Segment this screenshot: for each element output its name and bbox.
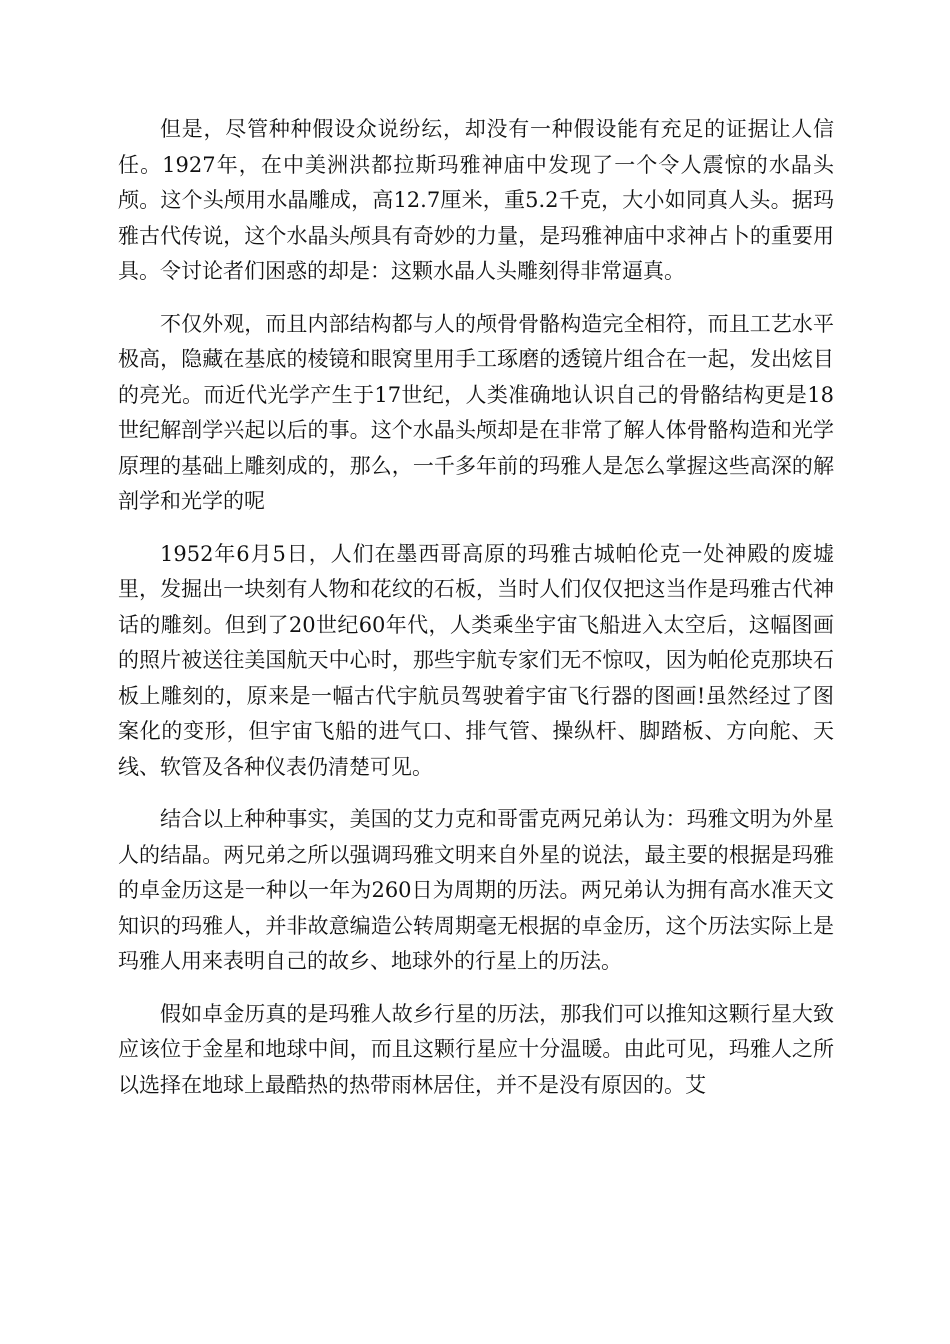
paragraph-palenque-stone-slab: 1952年6月5日，人们在墨西哥高原的玛雅古城帕伦克一处神殿的废墟里，发掘出一块刻有人物和花纹的石板，当时人们仅仅把这当作是玛雅古代神话的雕刻。但到了20世纪60年代，人类乘坐宇宙飞船进入太空后，这幅图画的照片被送往美国航天中心时，那些宇航专家们无不惊叹，因为帕伦克那块石板上雕刻的，原来是一幅古代宇航员驾驶着宇宙飞行器的图画!虽然经过了图案化的变形，但宇宙飞船的进气口、排气管、操纵杆、脚踏板、方向舵、天线、软管及各种仪表仍清楚可见。: [118, 541, 834, 779]
paragraph-tzolkin-calendar: 结合以上种种事实，美国的艾力克和哥雷克两兄弟认为：玛雅文明为外星人的结晶。两兄弟之所以强调玛雅文明来自外星的说法，最主要的根据是玛雅的卓金历这是一种以一年为260日为周期的历法。两兄弟认为拥有高水准天文知识的玛雅人，并非故意编造公转周期毫无根据的卓金历，这个历法实际上是玛雅人用来表明自己的故乡、地球外的行星上的历法。: [118, 807, 834, 973]
paragraph-home-planet: 假如卓金历真的是玛雅人故乡行星的历法，那我们可以推知这颗行星大致应该位于金星和地球中间，而且这颗行星应十分温暖。由此可见，玛雅人之所以选择在地球上最酷热的热带雨林居住，并不是没有原因的。艾: [118, 1001, 834, 1097]
paragraph-crystal-skull-intro: 但是，尽管种种假设众说纷纭，却没有一种假设能有充足的证据让人信任。1927年，在中美洲洪都拉斯玛雅神庙中发现了一个令人震惊的水晶头颅。这个头颅用水晶雕成，高12.7厘米，重5.2千克，大小如同真人头。据玛雅古代传说，这个水晶头颅具有奇妙的力量，是玛雅神庙中求神占卜的重要用具。令讨论者们困惑的却是：这颗水晶人头雕刻得非常逼真。: [118, 117, 834, 283]
document-page: [118, 112, 834, 1120]
paragraph-crystal-skull-structure: 不仅外观，而且内部结构都与人的颅骨骨骼构造完全相符，而且工艺水平极高，隐藏在基底的棱镜和眼窝里用手工琢磨的透镜片组合在一起，发出炫目的亮光。而近代光学产生于17世纪，人类准确地认识自己的骨骼结构更是18世纪解剖学兴起以后的事。这个水晶头颅却是在非常了解人体骨骼构造和光学原理的基础上雕刻成的，那么，一千多年前的玛雅人是怎么掌握这些高深的解剖学和光学的呢: [118, 311, 834, 513]
